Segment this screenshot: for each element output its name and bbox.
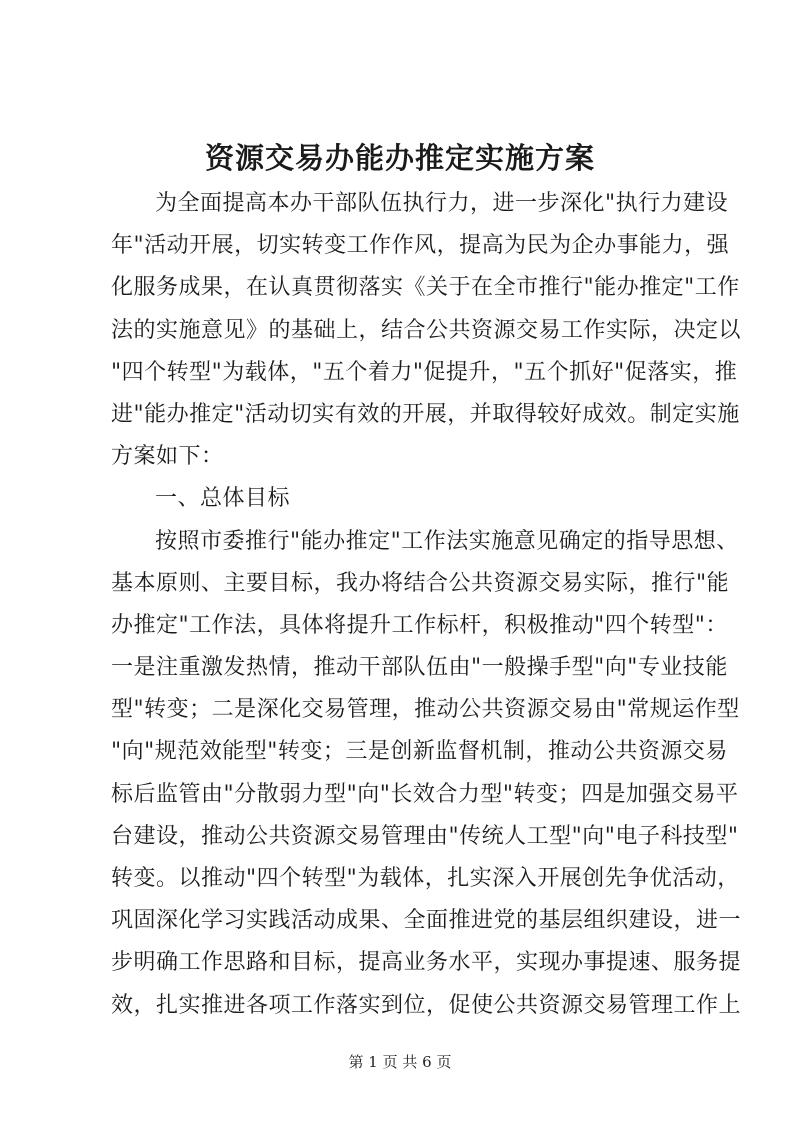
body-line: 标后监管由"分散弱力型"向"长效合力型"转变；四是加强交易平 [111, 781, 739, 807]
body-line: "四个转型"为载体，"五个着力"促提升，"五个抓好"促落实，推 [111, 359, 738, 385]
body-line: 基本原则、主要目标，我办将结合公共资源交易实际，推行"能 [111, 570, 730, 596]
body-line: 效，扎实推进各项工作落实到位，促使公共资源交易管理工作上 [111, 992, 742, 1018]
body-line: 按照市委推行"能办推定"工作法实施意见确定的指导思想、 [155, 528, 739, 554]
body-line: 法的实施意见》的基础上，结合公共资源交易工作实际，决定以 [111, 317, 742, 343]
page-footer: 第 1 页 共 6 页 [348, 1053, 452, 1071]
body-line: 为全面提高本办干部队伍执行力，进一步深化"执行力建设 [155, 191, 729, 216]
body-line: 型"转变；二是深化交易管理，推动公共资源交易由"常规运作型 [111, 697, 740, 723]
body-line: 年"活动开展，切实转变工作作风，提高为民为企办事能力，强 [111, 233, 730, 259]
body-line: 方案如下： [111, 444, 224, 470]
body-line: 巩固深化学习实践活动成果、全面推进党的基层组织建设，进一 [111, 908, 742, 934]
document-body [111, 183, 742, 1027]
body-line: 进"能办推定"活动切实有效的开展，并取得较好成效。制定实施 [111, 401, 740, 427]
body-line: 台建设，推动公共资源交易管理由"传统人工型"向"电子科技型" [111, 823, 739, 849]
body-line: "向"规范效能型"转变；三是创新监督机制，推动公共资源交易 [111, 739, 728, 765]
body-line: 办推定"工作法，具体将提升工作标杆，积极推动"四个转型"： [111, 612, 728, 638]
body-line: 转变。以推动"四个转型"为载体，扎实深入开展创先争优活动， [111, 866, 740, 891]
body-line: 步明确工作思路和目标，提高业务水平，实现办事提速、服务提 [111, 950, 742, 976]
body-line: 一、总体目标 [155, 486, 291, 512]
body-line: 一是注重激发热情，推动干部队伍由"一般操手型"向"专业技能 [111, 655, 728, 681]
body-line: 化服务成果，在认真贯彻落实《关于在全市推行"能办推定"工作 [111, 275, 740, 301]
document-title: 资源交易办能办推定实施方案 [204, 141, 595, 175]
